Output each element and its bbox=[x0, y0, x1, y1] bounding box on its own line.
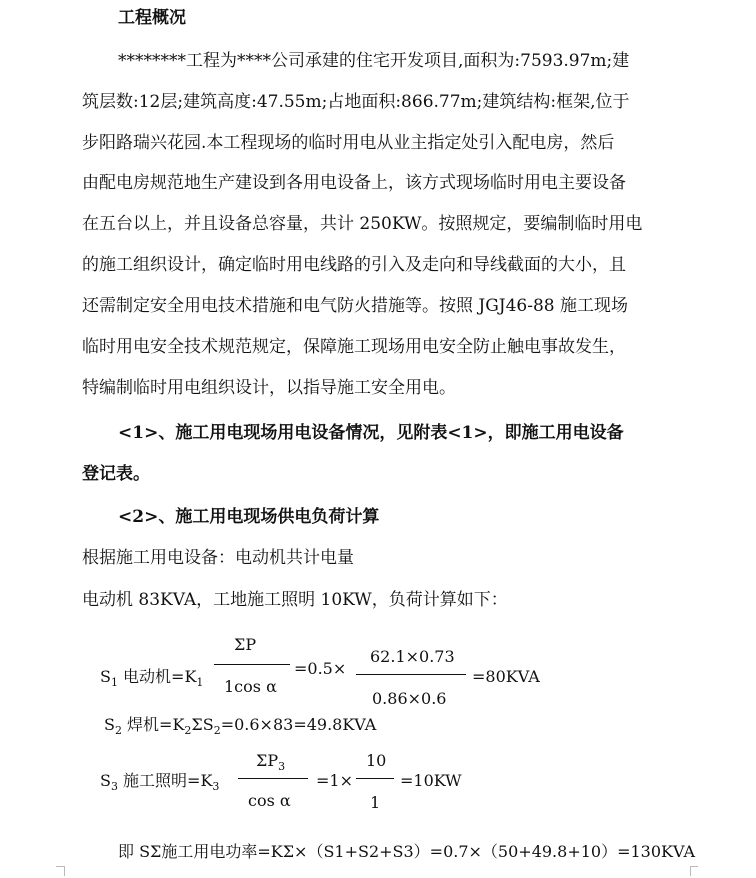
page-corner-mark bbox=[56, 866, 64, 867]
paragraph-line: 步阳路瑞兴花园.本工程现场的临时用电从业主指定处引入配电房，然后 bbox=[82, 133, 615, 153]
eq1-denominator: 1cos α bbox=[224, 677, 277, 696]
fraction-bar bbox=[356, 674, 466, 675]
eq3-numerator2: 10 bbox=[366, 751, 387, 770]
paragraph-line: 的施工组织设计，确定临时用电线路的引入及走向和导线截面的大小，且 bbox=[82, 255, 626, 275]
eq3-denominator: cos α bbox=[248, 791, 291, 810]
eq1-denominator2: 0.86×0.6 bbox=[372, 689, 447, 708]
page-corner-mark bbox=[690, 866, 698, 867]
document-page: 工程概况 ********工程为****公司承建的住宅开发项目,面积为:7593.97m;建 筑层数:12层;建筑高度:47.55m;占地面积:866.77m;建筑结构:框架,位于 步阳路瑞兴花园.本工程现场的临时用电从业主指定处引入配电房，然后 由配电房规范地生产建设到各用电设备上，该方式现场临时用电主要设备 在五台以上，并且设备总容量，共计 250KW。按照规定，要编制临时用电 的施工组织设计，确定临时用电线路的引入及走向和导线截面的大小，且 还需制定安全用电技术措施和电气防火措施等。按照 JGJ46-88 施工现场 临时用电安全技术规范规定，保障施工现场用电安全防止触电事故发生， 特编制临时用电组织设计，以指导施工安全用电。 <1>、施工用电现场用电设备情况，见附表<1>，即施工用电设备 登记表。 <2>、施工用电现场供电负荷计算 根据施工用电设备：电动机共计电量 电动机 83KVA，工地施工照明 10KW，负荷计算如下： $S_1$ 电动机$=K_1$ ΣP 1cos α =0.5× 62.1×0.73 0.86×0.6 =80KVA $S_2$ 焊机$=K_2\Sigma S_2=0.6\times 83=49.8KVA$ $S_3$ 施工照明$=K_3$ $\Sigma P_3$ cos α =1× 10 1 =10KW 即 SΣ施工用电功率=KΣ×（S1+S2+S3）=0.7×（50+49.8+10）=130KVA bbox=[0, 0, 756, 878]
page-corner-mark bbox=[690, 866, 691, 876]
eq3-coefficient: =1× bbox=[316, 771, 353, 790]
fraction-bar bbox=[238, 778, 308, 779]
page-corner-mark bbox=[64, 866, 65, 876]
fraction-bar bbox=[214, 664, 290, 665]
section1-heading: <1>、施工用电现场用电设备情况，见附表<1>，即施工用电设备 bbox=[118, 423, 624, 443]
paragraph-line: 由配电房规范地生产建设到各用电设备上，该方式现场临时用电主要设备 bbox=[82, 173, 626, 193]
eq1-result: =80KVA bbox=[472, 667, 540, 686]
eq3-denominator2: 1 bbox=[370, 793, 381, 812]
eq1-numerator2: 62.1×0.73 bbox=[370, 647, 455, 666]
section2-heading: <2>、施工用电现场供电负荷计算 bbox=[118, 507, 380, 527]
paragraph-line: 还需制定安全用电技术措施和电气防火措施等。按照 JGJ46-88 施工现场 bbox=[82, 296, 629, 316]
equation-s2: $S_2$ 焊机$=K_2\Sigma S_2=0.6\times 83=49.8KVA$ bbox=[104, 715, 377, 737]
paragraph-line: 特编制临时用电组织设计，以指导施工安全用电。 bbox=[82, 378, 456, 398]
section-title: 工程概况 bbox=[118, 8, 186, 28]
paragraph-line: 在五台以上，并且设备总容量，共计 250KW。按照规定，要编制临时用电 bbox=[82, 214, 643, 234]
fraction-bar bbox=[356, 778, 394, 779]
eq3-numerator: $\Sigma P_3$ bbox=[256, 751, 286, 773]
section1-heading-cont: 登记表。 bbox=[82, 464, 150, 484]
eq1-coefficient: =0.5× bbox=[294, 659, 347, 678]
paragraph-line: 临时用电安全技术规范规定，保障施工现场用电安全防止触电事故发生， bbox=[82, 337, 626, 357]
eq1-numerator: ΣP bbox=[234, 635, 257, 654]
eq3-result: =10KW bbox=[400, 771, 462, 790]
paragraph-line: 筑层数:12层;建筑高度:47.55m;占地面积:866.77m;建筑结构:框架,位于 bbox=[82, 92, 630, 112]
paragraph-line: ********工程为****公司承建的住宅开发项目,面积为:7593.97m;建 bbox=[118, 51, 630, 71]
basis-text: 根据施工用电设备：电动机共计电量 bbox=[82, 548, 354, 568]
equation-total: 即 SΣ施工用电功率=KΣ×（S1+S2+S3）=0.7×（50+49.8+10）=130KVA bbox=[118, 842, 696, 861]
motor-text: 电动机 83KVA，工地施工照明 10KW，负荷计算如下： bbox=[82, 590, 508, 610]
